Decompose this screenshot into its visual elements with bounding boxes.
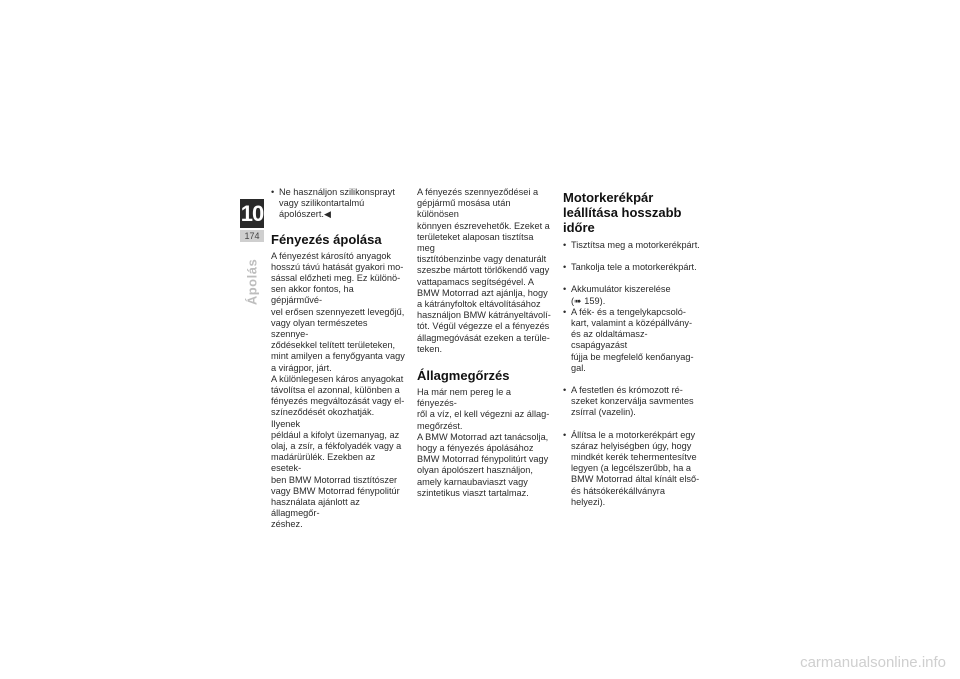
paragraph: Ha már nem pereg le a fényezés- ről a víz, el kell végezni az állag- megőrzést. A BMW Motorrad azt tanácsolja, hogy a fényezés ápolásához BMW Motorrad fénypolitúrt vagy olyan ápolószert használjon, amely karnaubaviaszt vagy szintetikus viaszt tartalmaz. [417, 387, 550, 498]
list-item: • Tisztítsa meg a motorkerékpárt. [563, 240, 701, 251]
watermark: carmanualsonline.info [800, 654, 946, 671]
list-item: • Tankolja tele a motorkerékpárt. [563, 262, 701, 273]
list-item: • Ne használjon szilikonsprayt vagy szilikontartalmú ápolószert.◀ [271, 187, 405, 221]
column-3 [563, 187, 701, 519]
paragraph: A fényezés szennyeződései a gépjármű mosása után különösen könnyen észrevehetők. Ezeket a területeket alaposan tisztítsa meg tisztítóbenzinbe vagy denaturált szeszbe mártott törlőkendő vagy vattapamacs segítségével. A BMW Motorrad azt ajánlja, hogy a kátrányfoltok eltávolításához használjon BMW kátrányeltávolí- tót. Végül végezze el a fényezés állagmegóvását ezeken a terüle- teken. [417, 187, 551, 354]
section-heading-storage: Motorkerékpár leállítása hosszabb időre [563, 190, 682, 235]
list-item: • A fék- és a tengelykapcsoló- kart, valamint a középállvány- és az oldaltámasz-csapágyazást fújja be megfelelő kenőanyag- gal. [563, 307, 701, 374]
column-1 [271, 187, 405, 531]
column-2 [417, 187, 552, 499]
chapter-marker [240, 199, 264, 242]
section-heading-paint-care: Fényezés ápolása [271, 231, 382, 247]
page-number: 174 [240, 230, 264, 242]
paragraph: A fényezést károsító anyagok hosszú távú hatását gyakori mo- sással előzheti meg. Ez különö- sen akkor fontos, ha gépjárművé- vel erősen szennyezett levegőjű, vagy olyan természetes szennye- ződésekkel telített területeken, mint amilyen a fenyőgyanta vagy a virágpor, járt. A különlegesen káros anyagokat távolítsa el azonnal, különben a fényezés megváltozását vagy el- színeződését okozhatják. Ilyenek például a kifolyt üzemanyag, az olaj, a zsír, a fékfolyadék vagy a madárürülék. Ezekben az esetek- ben BMW Motorrad tisztítószer vagy BMW Motorrad fénypolitúr használata ajánlott az állagmegőr- zéshez. [271, 250, 405, 530]
list-item: • Akkumulátor kiszerelése (➠ 159). [563, 284, 701, 306]
section-side-label: Ápolás [244, 258, 260, 306]
chapter-number: 10 [240, 201, 264, 226]
list-item: • A festetlen és krómozott ré- szeket konzerválja savmentes zsírral (vazelin). [563, 385, 701, 419]
list-item: • Állítsa le a motorkerékpárt egy száraz helyiségben úgy, hogy mindkét kerék tehermentesítve legyen (a legcélszerűbb, ha a BMW Motorrad által kínált első- és hátsókerékállványra helyezi). [563, 430, 701, 508]
section-heading-preservation: Állagmegőrzés [417, 368, 510, 384]
storage-steps-list [563, 240, 701, 508]
bullet-list [271, 187, 405, 221]
